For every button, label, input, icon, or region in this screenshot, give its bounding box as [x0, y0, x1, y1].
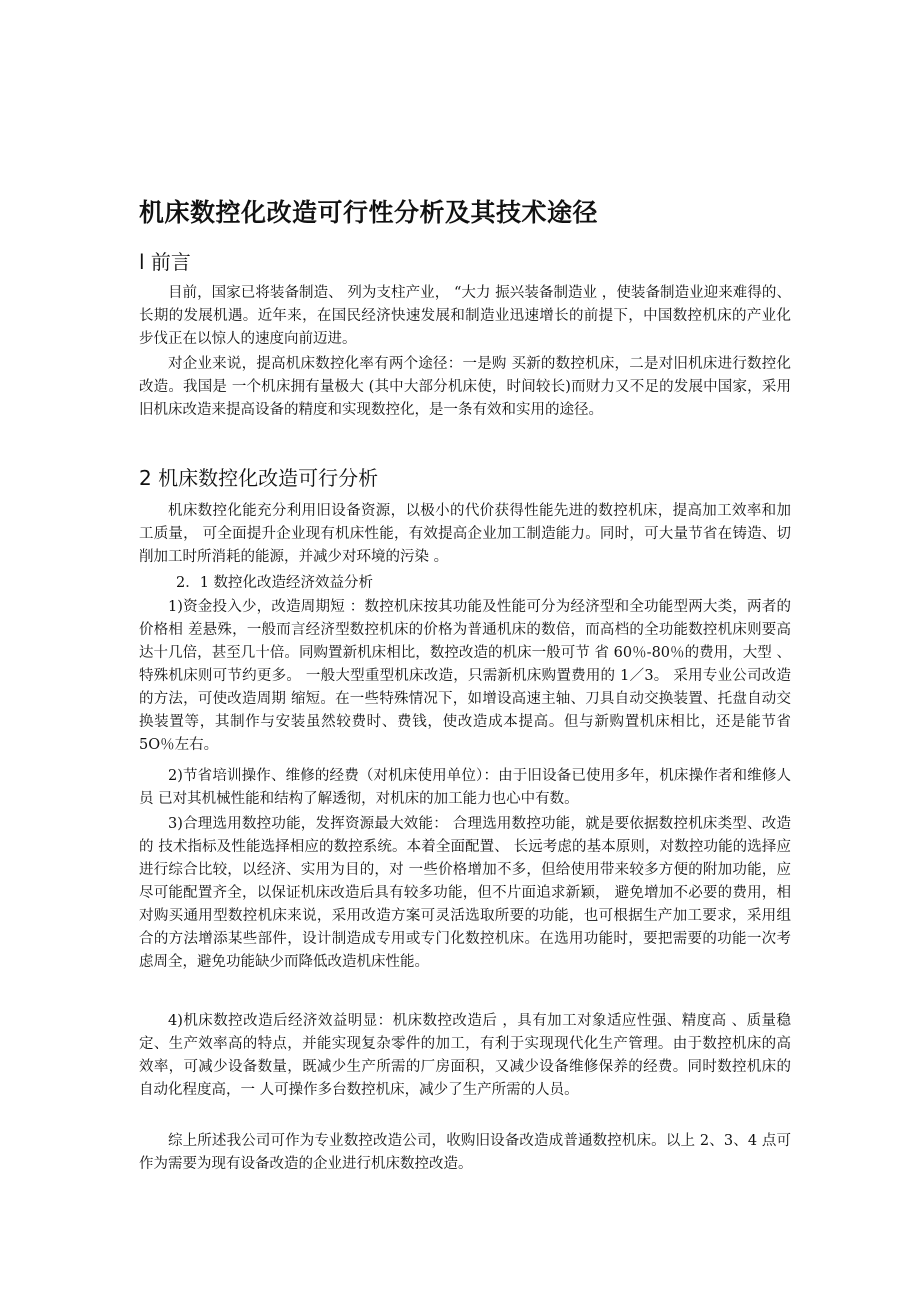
paragraph: 对企业来说，提高机床数控化率有两个途径：一是购 买新的数控机床，二是对旧机床进行数控化改造。我国是 一个机床拥有量极大 (其中大部分机床使，时间较长)而财力又不足的发展中国家，采用旧机床改造来提高设备的精度和实现数控化，是一条有效和实用的途径。 [139, 356, 791, 418]
paragraph: 综上所述我公司可作为专业数控改造公司，收购旧设备改造成普通数控机床。以上 2、3、4 点可作为需要为现有设备改造的企业进行机床数控改造。 [139, 1133, 791, 1172]
document-title: 机床数控化改造可行性分析及其技术途径 [139, 198, 599, 227]
subsection-heading: 2．1 数控化改造经济效益分析 [176, 575, 374, 591]
list-item: 4)机床数控改造后经济效益明显：机床数控改造后 ，具有加工对象适应性强、精度高 、质量稳定、生产效率高的特点，并能实现复杂零件的加工，有利于实现现代化生产管理。由于数控机床的高效率，可减少设备数量，既减少生产所需的厂房面积，又减少设备维修保养的经费。同时数控机床的自动化程度高，一 人可操作多台数控机床，减少了生产所需的人员。 [139, 1013, 791, 1098]
section-heading-foreword: l 前言 [139, 250, 191, 274]
paragraph: 机床数控化能充分利用旧设备资源，以极小的代价获得性能先进的数控机床，提高加工效率和加工质量， 可全面提升企业现有机床性能，有效提高企业加工制造能力。同时，可大量节省在铸造、切削加工时所消耗的能源，并减少对环境的污染 。 [139, 503, 791, 565]
list-item: 1)资金投入少，改造周期短 ：数控机床按其功能及性能可分为经济型和全功能型两大类，两者的价格相 差悬殊，一般而言经济型数控机床的价格为普通机床的数倍，而高档的全功能数控机床则要高达十几倍，甚至几十倍。同购置新机床相比，数控改造的机床一般可节 省 60％-80％的费用，大型 、特殊机床则可节约更多。 一般大型重型机床改造，只需新机床购置费用的 1／3。 采用专业公司改造的方法，可使改造周期 缩短。在一些特殊情况下，如增设高速主轴、刀具自动交换装置、托盘自动交换装置等，其制作与安装虽然较费时、费钱，使改造成本提高。但与新购置机床相比，还是能节省 5O％左右。 [139, 599, 791, 753]
list-item: 3)合理选用数控功能，发挥资源最大效能： 合理选用数控功能，就是要依据数控机床类型、改造的 技术指标及性能选择相应的数控系统。本着全面配置、 长远考虑的基本原则，对数控功能的选择应进行综合比较，以经济、实用为目的，对 一些价格增加不多，但给使用带来较多方便的附加功能，应尽可能配置齐全，以保证机床改造后具有较多功能，但不片面追求新颖， 避免增加不必要的费用，相对购买通用型数控机床来说，采用改造方案可灵活选取所要的功能，也可根据生产加工要求，采用组合的方法增添某些部件，设计制造成专用或专门化数控机床。在选用功能时，要把需要的功能一次考虑周全，避免功能缺少而降低改造机床性能。 [139, 816, 791, 970]
list-item: 2)节省培训操作、维修的经费（对机床使用单位）：由于旧设备已使用多年，机床操作者和维修人员 已对其机械性能和结构了解透彻，对机床的加工能力也心中有数。 [139, 768, 791, 807]
paragraph: 目前，国家已将装备制造、 列为支柱产业， “大力 振兴装备制造业 ，使装备制造业迎来难得的、长期的发展机遇。近年来，在国民经济快速发展和制造业迅速增长的前提下，中国数控机床的产业化步伐正在以惊人的速度向前迈进。 [139, 285, 791, 347]
section-heading-feasibility: 2 机床数控化改造可行分析 [139, 466, 379, 490]
